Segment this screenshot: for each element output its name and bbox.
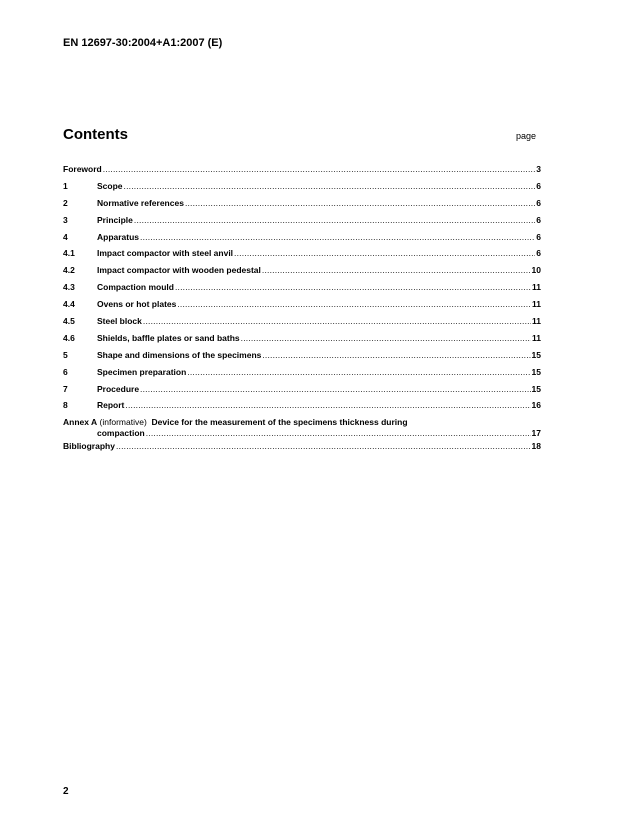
toc-entry-page: 6 bbox=[536, 180, 541, 191]
toc-entry-number: 4.4 bbox=[63, 299, 75, 310]
dot-leader bbox=[143, 316, 531, 326]
dot-leader bbox=[103, 164, 536, 174]
toc-entry-steel-block[interactable] bbox=[63, 316, 541, 333]
document-id: EN 12697-30:2004+A1:2007 (E) bbox=[63, 37, 223, 49]
toc-entry-title: Report bbox=[97, 400, 125, 411]
toc-entry-page: 6 bbox=[536, 231, 541, 242]
toc-entry-page: 17 bbox=[531, 428, 541, 439]
toc-entry-title: Principle bbox=[97, 214, 133, 225]
annex-informative-label: (informative) bbox=[99, 417, 147, 428]
toc-entry-number: 5 bbox=[63, 349, 68, 360]
toc-entry-page: 15 bbox=[531, 383, 541, 394]
toc-entry-title: Scope bbox=[97, 180, 123, 191]
dot-leader bbox=[140, 384, 530, 394]
toc-entry-title: Impact compactor with steel anvil bbox=[97, 248, 234, 259]
toc-entry-annex-a[interactable] bbox=[63, 417, 541, 428]
toc-entry-title: Shields, baffle plates or sand baths bbox=[97, 332, 240, 343]
toc-entry-number: 2 bbox=[63, 197, 68, 208]
toc-entry-number: 4.5 bbox=[63, 316, 75, 327]
toc-entry-number: 8 bbox=[63, 400, 68, 411]
toc-entry-page: 16 bbox=[531, 400, 541, 411]
dot-leader bbox=[262, 265, 531, 275]
toc-entry-title: Procedure bbox=[97, 383, 140, 394]
toc-entry-ovens[interactable] bbox=[63, 299, 541, 316]
toc-entry-steel-anvil[interactable] bbox=[63, 248, 541, 265]
toc-entry-number: 4.1 bbox=[63, 248, 75, 259]
toc-entry-title: Shape and dimensions of the specimens bbox=[97, 349, 262, 360]
toc-entry-shape-dimensions[interactable] bbox=[63, 350, 541, 367]
toc-entry-number: 4.6 bbox=[63, 332, 75, 343]
toc-entry-title: Normative references bbox=[97, 197, 184, 208]
toc-entry-page: 11 bbox=[532, 332, 541, 343]
toc-entry-bibliography[interactable] bbox=[63, 441, 541, 458]
toc-entry-compaction-mould[interactable] bbox=[63, 282, 541, 299]
toc-entry-apparatus[interactable] bbox=[63, 232, 541, 249]
toc-entry-report[interactable] bbox=[63, 400, 541, 417]
toc-entry-page: 15 bbox=[531, 349, 541, 360]
toc-entry-number: 1 bbox=[63, 180, 68, 191]
toc-entry-scope[interactable] bbox=[63, 181, 541, 198]
toc-entry-page: 11 bbox=[532, 316, 541, 327]
toc-entry-number: 7 bbox=[63, 383, 68, 394]
page-number: 2 bbox=[63, 786, 69, 797]
toc-entry-page: 6 bbox=[536, 197, 541, 208]
dot-leader bbox=[234, 248, 535, 258]
dot-leader bbox=[140, 232, 535, 242]
toc-entry-page: 6 bbox=[536, 214, 541, 225]
toc-entry-title: Bibliography bbox=[63, 441, 115, 452]
toc-entry-procedure[interactable] bbox=[63, 384, 541, 401]
annex-title-line2: compaction bbox=[97, 428, 145, 439]
dot-leader bbox=[185, 198, 535, 208]
toc-entry-page: 15 bbox=[531, 366, 541, 377]
toc-entry-title: Steel block bbox=[97, 316, 142, 327]
toc-entry-wooden-pedestal[interactable] bbox=[63, 265, 541, 282]
toc-entry-number: 4.2 bbox=[63, 265, 75, 276]
dot-leader bbox=[241, 333, 531, 343]
toc-entry-page: 10 bbox=[531, 265, 541, 276]
toc-entry-title: Specimen preparation bbox=[97, 366, 187, 377]
dot-leader bbox=[187, 367, 530, 377]
toc-entry-page: 18 bbox=[531, 441, 541, 452]
toc-entry-number: 4 bbox=[63, 231, 68, 242]
toc-entry-foreword[interactable] bbox=[63, 164, 541, 181]
toc-entry-page: 6 bbox=[536, 248, 541, 259]
toc-entry-principle[interactable] bbox=[63, 215, 541, 232]
dot-leader bbox=[124, 181, 536, 191]
dot-leader bbox=[262, 350, 530, 360]
toc-entry-title: Impact compactor with wooden pedestal bbox=[97, 265, 261, 276]
dot-leader bbox=[146, 428, 531, 438]
dot-leader bbox=[116, 441, 531, 451]
dot-leader bbox=[177, 299, 531, 309]
toc-entry-page: 11 bbox=[532, 299, 541, 310]
toc-entry-annex-a-continued[interactable] bbox=[63, 428, 541, 441]
dot-leader bbox=[175, 282, 531, 292]
annex-label: Annex A bbox=[63, 417, 98, 428]
page-column-label: page bbox=[516, 131, 537, 141]
toc-entry-page: 3 bbox=[536, 164, 541, 174]
annex-title-line1: Device for the measurement of the specimens thickness during bbox=[151, 417, 408, 428]
toc-entry-title: Apparatus bbox=[97, 231, 140, 242]
toc-entry-title: Ovens or hot plates bbox=[97, 299, 177, 310]
toc-entry-number: 3 bbox=[63, 214, 68, 225]
dot-leader bbox=[125, 400, 530, 410]
toc-entry-specimen-preparation[interactable] bbox=[63, 367, 541, 384]
toc-entry-normative-references[interactable] bbox=[63, 198, 541, 215]
toc-entry-title: Compaction mould bbox=[97, 282, 174, 293]
toc-entry-shields[interactable] bbox=[63, 333, 541, 350]
dot-leader bbox=[134, 215, 535, 225]
contents-heading: Contents bbox=[63, 126, 128, 143]
toc-entry-title: Foreword bbox=[63, 164, 102, 174]
toc-entry-number: 6 bbox=[63, 366, 68, 377]
toc-entry-number: 4.3 bbox=[63, 282, 75, 293]
table-of-contents bbox=[63, 164, 541, 458]
toc-entry-page: 11 bbox=[532, 282, 541, 293]
